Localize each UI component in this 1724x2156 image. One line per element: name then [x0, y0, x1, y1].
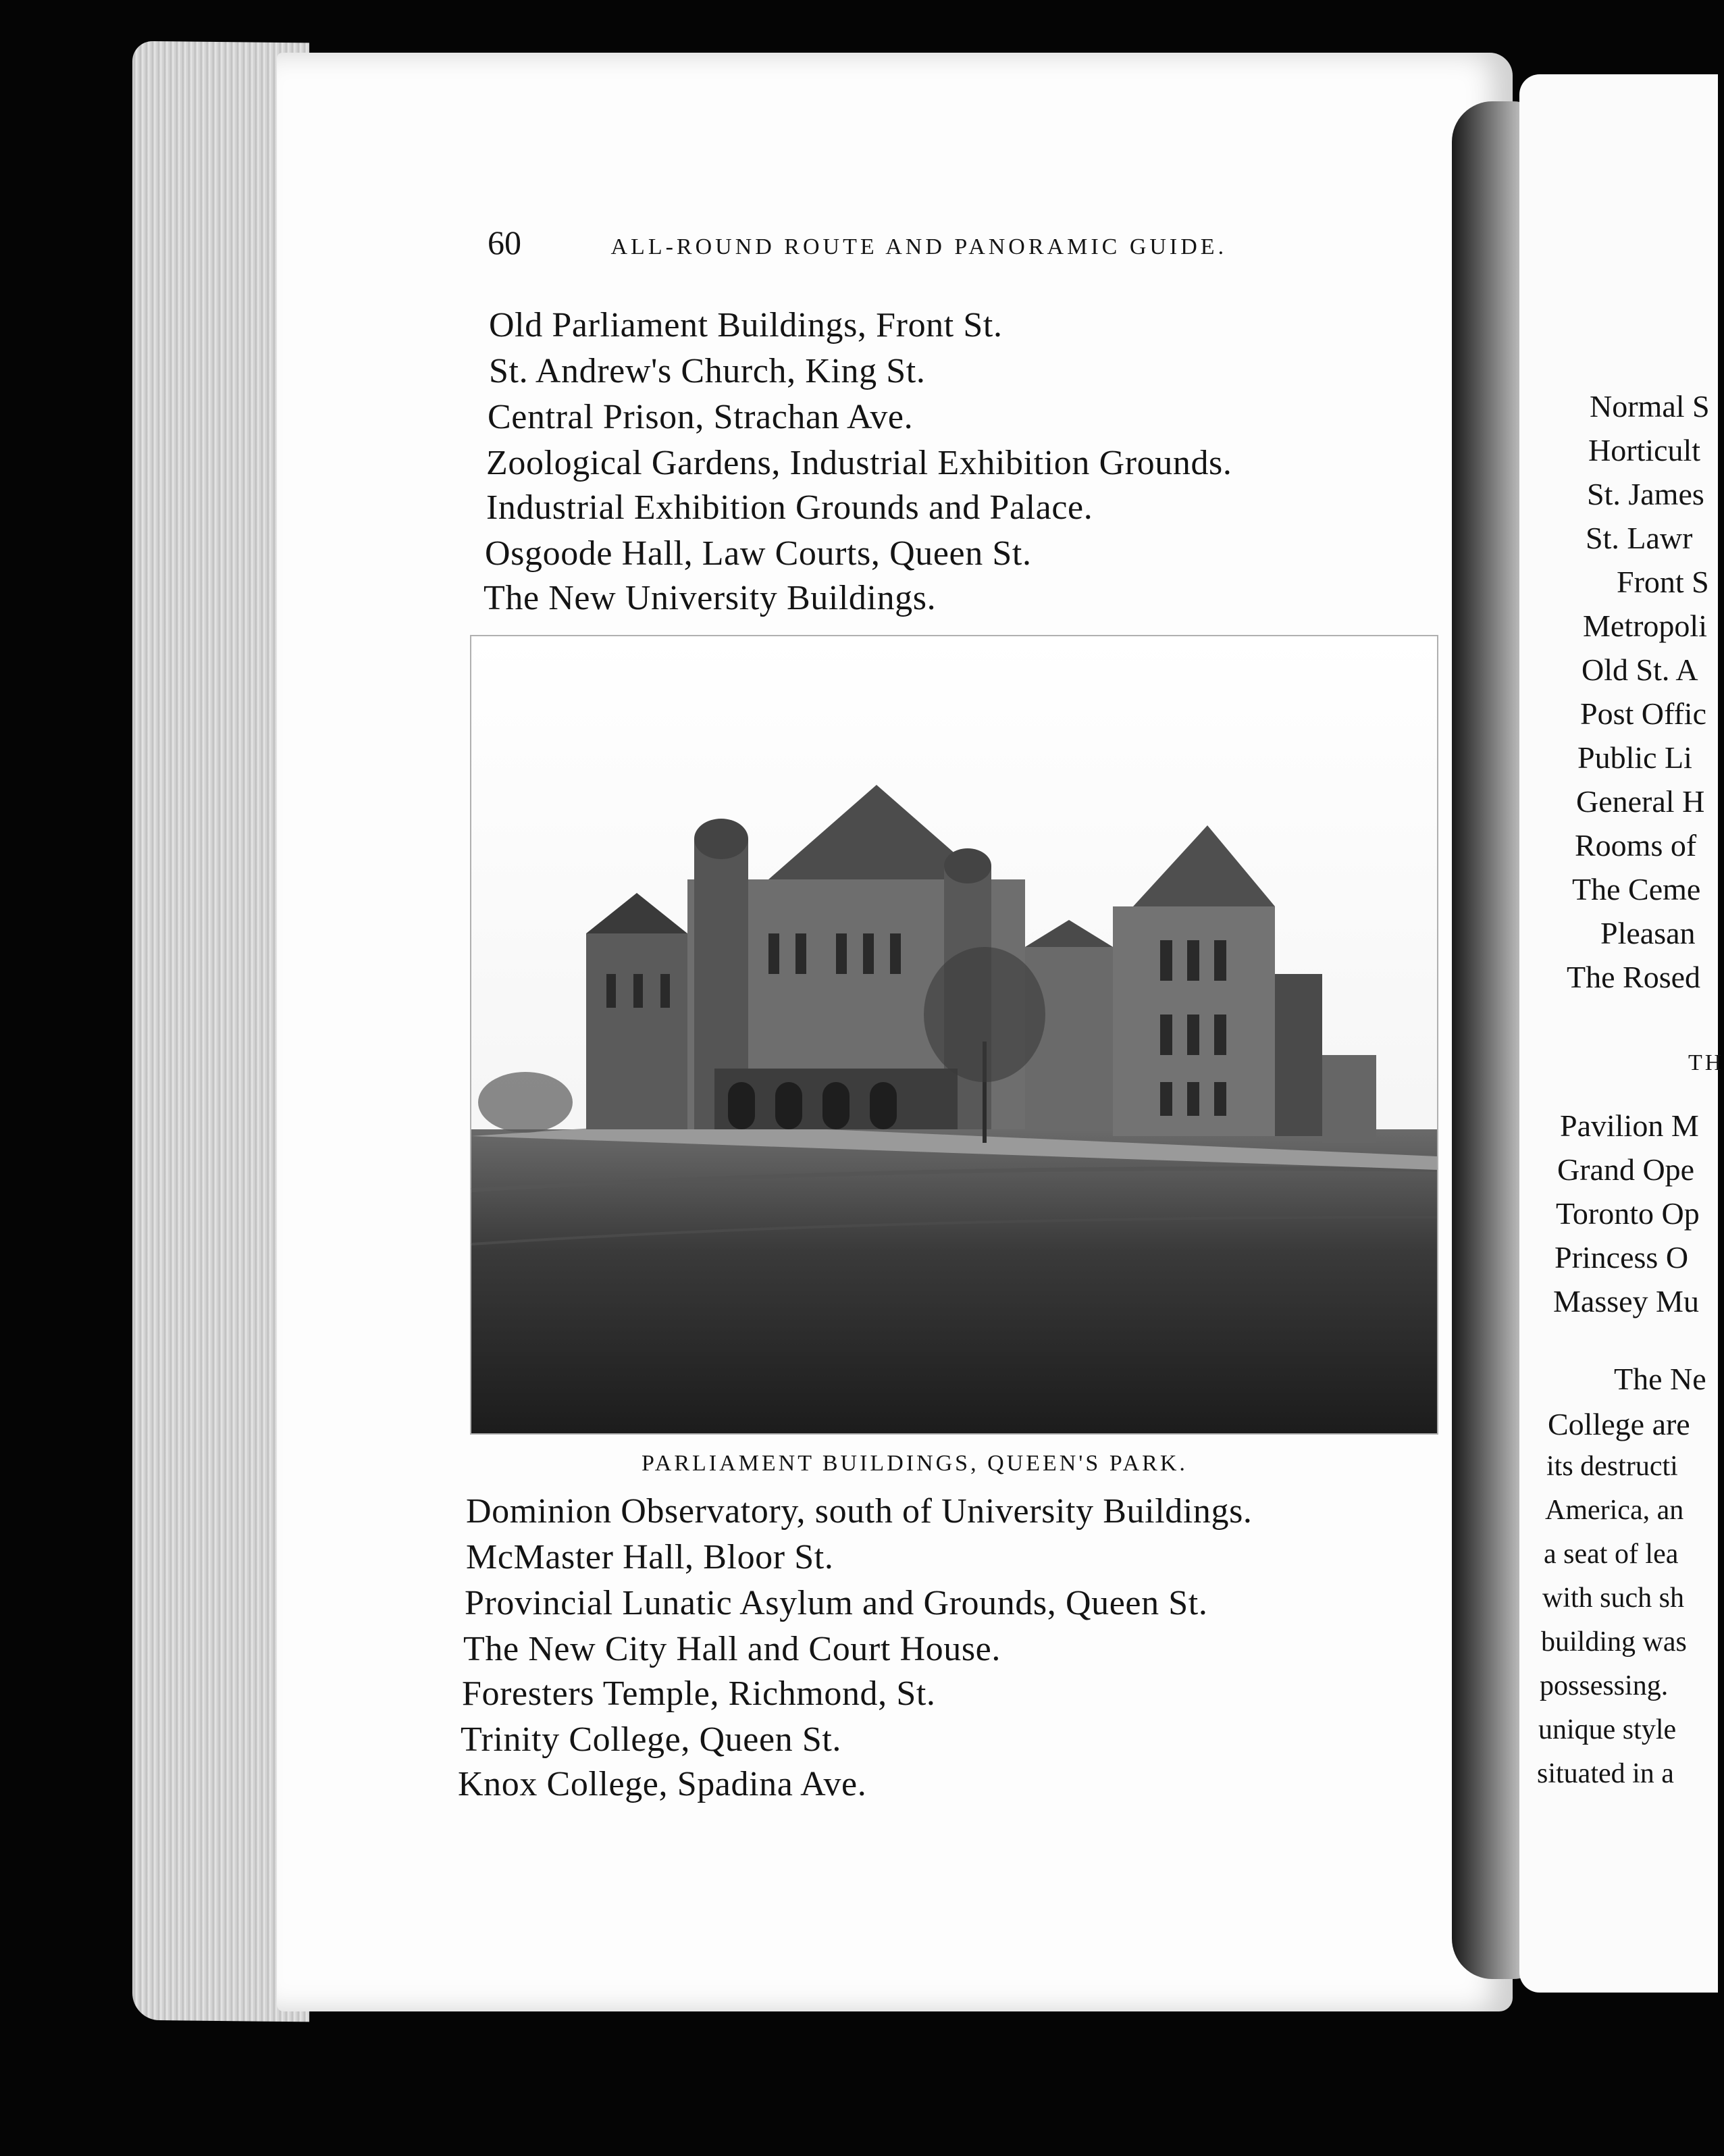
- list-item: Osgoode Hall, Law Courts, Queen St.: [485, 534, 1032, 573]
- right-paragraph-line: The Ne: [1614, 1362, 1706, 1396]
- right-list-item: Post Offic: [1580, 696, 1706, 731]
- list-item: Provincial Lunatic Asylum and Grounds, Queen St.: [465, 1584, 1208, 1622]
- right-list-item: Pleasan: [1600, 916, 1696, 950]
- right-paragraph-line: a seat of lea: [1544, 1539, 1679, 1570]
- right-paragraph-line: College are: [1548, 1407, 1690, 1441]
- right-list-item: Horticult: [1588, 433, 1701, 467]
- right-theatre-item: Massey Mu: [1553, 1284, 1699, 1318]
- right-list-item: Front S: [1617, 565, 1709, 599]
- right-list-item: Metropoli: [1583, 609, 1707, 643]
- right-subhead: TH: [1688, 1050, 1724, 1075]
- right-theatre-item: Toronto Op: [1556, 1196, 1700, 1231]
- running-head: ALL-ROUND ROUTE AND PANORAMIC GUIDE.: [610, 234, 1228, 259]
- list-item: Zoological Gardens, Industrial Exhibition Grounds.: [486, 444, 1232, 482]
- list-item: McMaster Hall, Bloor St.: [466, 1538, 834, 1576]
- right-theatre-item: Princess O: [1555, 1240, 1689, 1275]
- right-page: [1519, 74, 1718, 1993]
- right-list-item: Normal S: [1590, 389, 1710, 424]
- right-list-item: St. James: [1587, 477, 1704, 511]
- page-header: [488, 223, 1227, 262]
- right-paragraph-line: America, an: [1545, 1495, 1684, 1526]
- list-item: The New University Buildings.: [484, 579, 937, 617]
- right-list-item: Old St. A: [1582, 652, 1698, 687]
- list-item: Knox College, Spadina Ave.: [458, 1765, 867, 1803]
- list-item: Central Prison, Strachan Ave.: [488, 398, 914, 436]
- right-theatre-item: Pavilion M: [1560, 1108, 1699, 1143]
- figure-caption: PARLIAMENT BUILDINGS, QUEEN'S PARK.: [642, 1451, 1188, 1476]
- list-item: Trinity College, Queen St.: [461, 1720, 842, 1759]
- right-paragraph-line: its destructi: [1546, 1451, 1678, 1482]
- right-list-item: General H: [1576, 784, 1705, 819]
- right-paragraph-line: building was: [1541, 1626, 1687, 1658]
- right-list-item: Rooms of: [1575, 828, 1697, 863]
- right-paragraph-line: situated in a: [1537, 1758, 1674, 1789]
- list-item: Industrial Exhibition Grounds and Palace.: [486, 488, 1093, 527]
- right-list-item: The Ceme: [1572, 872, 1701, 906]
- list-item: Dominion Observatory, south of University Buildings.: [466, 1492, 1253, 1531]
- parliament-buildings-photo: [470, 635, 1438, 1435]
- list-item: The New City Hall and Court House.: [463, 1630, 1001, 1668]
- right-paragraph-line: with such sh: [1542, 1583, 1684, 1614]
- right-paragraph-line: possessing.: [1540, 1670, 1669, 1701]
- right-theatre-item: Grand Ope: [1557, 1152, 1695, 1187]
- right-list-item: Public Li: [1577, 740, 1692, 775]
- right-list-item: St. Lawr: [1586, 521, 1693, 555]
- page-number: 60: [488, 224, 521, 261]
- list-item: St. Andrew's Church, King St.: [489, 352, 926, 390]
- list-item: Old Parliament Buildings, Front St.: [489, 306, 1003, 344]
- right-list-item: The Rosed: [1567, 960, 1701, 994]
- list-item: Foresters Temple, Richmond, St.: [462, 1674, 936, 1713]
- building-photo-icon: [471, 636, 1437, 1433]
- right-paragraph-line: unique style: [1538, 1714, 1677, 1745]
